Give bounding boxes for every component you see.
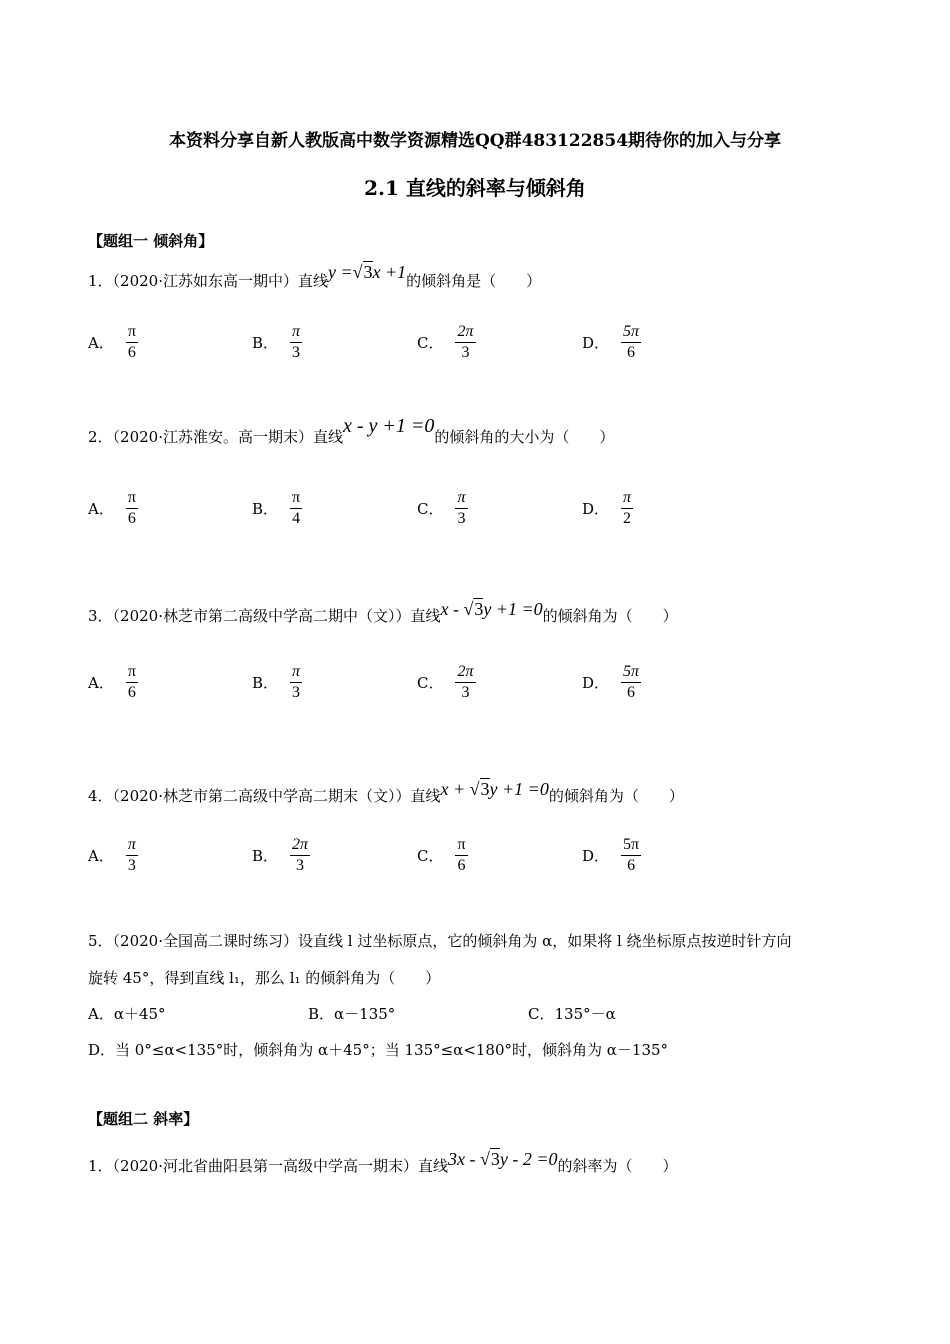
question-5-option-c[interactable]: C．135°－α [528, 1005, 616, 1023]
question-4-prefix: 4．（2020·林芝市第二高级中学高二期末（文））直线 [88, 787, 441, 805]
question-2-prefix: 2．（2020·江苏淮安。高一期末）直线 [88, 428, 343, 446]
question-4 [88, 779, 684, 806]
question-5-option-d[interactable]: D．当 0°≤α<135°时，倾斜角为 α＋45°；当 135°≤α<180°时，倾斜角为 α－135° [88, 1041, 669, 1059]
question-3-prefix: 3．（2020·林芝市第二高级中学高二期中（文））直线 [88, 607, 441, 625]
question-1-prefix: 1．（2020·江苏如东高一期中）直线 [88, 272, 328, 290]
question-6-suffix: 的斜率为（ ） [557, 1157, 678, 1175]
question-3-option-b[interactable]: B． $\frac{\pi}{3}$ [252, 663, 301, 701]
question-6-equation: 3x - √3y - 2 =0 [448, 1149, 558, 1169]
question-1-option-d[interactable]: D． $\frac{5\pi}{6}$ [582, 323, 640, 361]
question-1-suffix: 的倾斜角是（ ） [406, 272, 542, 290]
question-2-equation: x - y +1 =0 [343, 415, 435, 437]
question-4-option-b[interactable]: B． $\frac{2\pi}{3}$ [252, 836, 309, 874]
question-1-option-c[interactable]: C． $\frac{2\pi}{3}$ [417, 323, 474, 361]
question-4-equation: x + √3y +1 =0 [440, 779, 549, 799]
question-2-option-b[interactable]: B． $\frac{\pi}{4}$ [252, 489, 301, 527]
group-heading-slope: 【题组二 斜率】 [88, 1110, 199, 1128]
question-2 [88, 415, 615, 448]
question-4-option-d[interactable]: D． $\frac{5\pi}{6}$ [582, 836, 640, 874]
question-5-option-b[interactable]: B．α－135° [308, 1005, 396, 1023]
question-1-option-a[interactable]: A． $\frac{\pi}{6}$ [88, 323, 136, 361]
question-5-option-a[interactable]: A．α＋45° [88, 1005, 166, 1023]
page-title: 2.1 直线的斜率与倾斜角 [364, 176, 586, 200]
group-heading-inclination: 【题组一 倾斜角】 [88, 232, 214, 250]
question-3-option-a[interactable]: A． $\frac{\pi}{6}$ [88, 663, 136, 701]
question-2-option-d[interactable]: D． $\frac{\pi}{2}$ [582, 489, 632, 527]
question-1-equation: y =√3x +1 [328, 262, 407, 282]
question-3-option-d[interactable]: D． $\frac{5\pi}{6}$ [582, 663, 640, 701]
question-2-option-a[interactable]: A． $\frac{\pi}{6}$ [88, 489, 136, 527]
question-4-suffix: 的倾斜角为（ ） [548, 787, 684, 805]
question-2-option-c[interactable]: C． $\frac{\pi}{3}$ [417, 489, 466, 527]
question-1 [88, 262, 542, 291]
question-3-equation: x - √3y +1 =0 [440, 599, 543, 619]
question-5-line-2: 旋转 45°，得到直线 l₁，那么 l₁ 的倾斜角为（ ） [88, 969, 441, 987]
question-2-suffix: 的倾斜角的大小为（ ） [434, 428, 615, 446]
question-1-option-b[interactable]: B． $\frac{\pi}{3}$ [252, 323, 301, 361]
question-3 [88, 599, 678, 626]
question-5-line-1: 5．（2020·全国高二课时练习）设直线 l 过坐标原点，它的倾斜角为 α，如果将 l 绕坐标原点按逆时针方向 [88, 932, 792, 950]
resource-banner: 本资料分享自新人教版高中数学资源精选QQ群483122854期待你的加入与分享 [168, 131, 782, 151]
question-3-suffix: 的倾斜角为（ ） [542, 607, 678, 625]
question-6-prefix: 1．（2020·河北省曲阳县第一高级中学高一期末）直线 [88, 1157, 448, 1175]
question-4-option-c[interactable]: C． $\frac{\pi}{6}$ [417, 836, 466, 874]
question-3-option-c[interactable]: C． $\frac{2\pi}{3}$ [417, 663, 474, 701]
question-4-option-a[interactable]: A． $\frac{\pi}{3}$ [88, 836, 136, 874]
question-6 [88, 1149, 678, 1176]
